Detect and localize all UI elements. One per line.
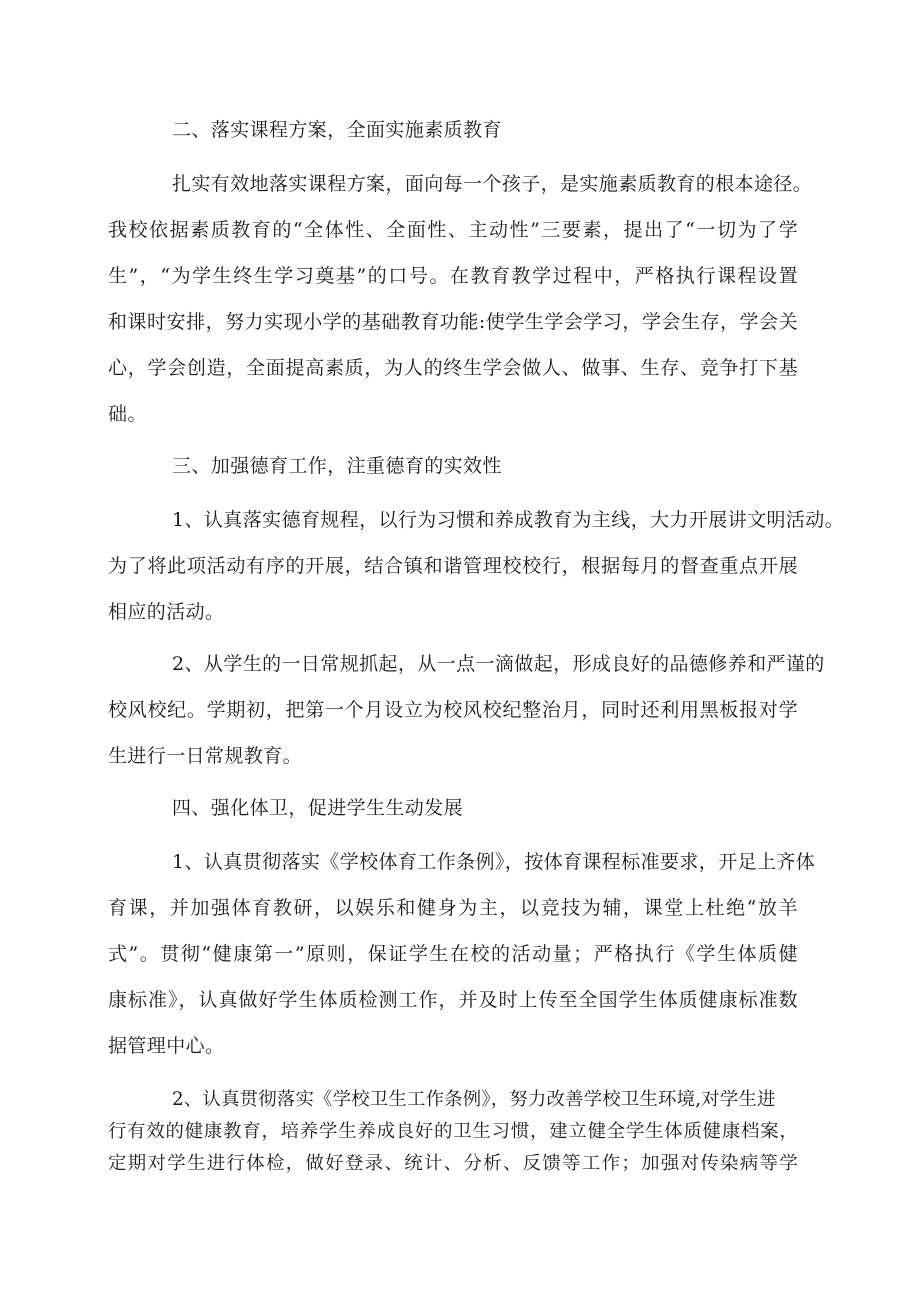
- section-heading: 三、加强德育工作，注重德育的实效性: [172, 455, 502, 477]
- paragraph-line: 定期对学生进行体检，做好登录、统计、分析、反馈等工作；加强对传染病等学: [108, 1153, 798, 1174]
- paragraph-line: 据管理中心。: [108, 1035, 225, 1057]
- paragraph-line: 和课时安排，努力实现小学的基础教育功能:使学生学会学习，学会生存，学会关: [108, 311, 798, 333]
- paragraph-line: 式”。贯彻“健康第一”原则，保证学生在校的活动量；严格执行《学生体质健: [108, 943, 798, 965]
- paragraph-line: 康标准》，认真做好学生体质检测工作，并及时上传至全国学生体质健康标准数: [108, 989, 798, 1011]
- paragraph-line: 相应的活动。: [108, 601, 225, 623]
- paragraph-line: 为了将此项活动有序的开展，结合镇和谐管理校校行，根据每月的督查重点开展: [108, 555, 798, 577]
- paragraph-line: 校风校纪。学期初，把第一个月设立为校风校纪整治月，同时还利用黑板报对学: [108, 699, 798, 721]
- paragraph-line: 1、认真贯彻落实《学校体育工作条例》，按体育课程标准要求，开足上齐体: [172, 851, 816, 873]
- paragraph-line: 2、从学生的一日常规抓起，从一点一滴做起，形成良好的品德修养和严谨的: [172, 653, 825, 675]
- paragraph-line: 我校依据素质教育的“全体性、全面性、主动性”三要素，提出了“一切为了学: [108, 219, 798, 241]
- paragraph-line: 础。: [108, 403, 147, 425]
- paragraph-line: 育课，并加强体育教研，以娱乐和健身为主，以竞技为辅，课堂上杜绝“放羊: [108, 897, 798, 919]
- section-heading: 四、强化体卫，促进学生生动发展: [172, 797, 464, 819]
- section-heading: 二、落实课程方案，全面实施素质教育: [172, 119, 502, 141]
- paragraph-line: 2、认真贯彻落实《学校卫生工作条例》，努力改善学校卫生环境,对学生进: [172, 1089, 776, 1110]
- paragraph-line: 1、认真落实德育规程，以行为习惯和养成教育为主线，大力开展讲文明活动。: [172, 509, 845, 531]
- paragraph-line: 生”，“为学生终生学习奠基”的口号。在教育教学过程中，严格执行课程设置: [108, 265, 798, 287]
- paragraph-line: 扎实有效地落实课程方案，面向每一个孩子，是实施素质教育的根本途径。: [172, 173, 813, 195]
- paragraph-line: 行有效的健康教育，培养学生养成良好的卫生习惯，建立健全学生体质健康档案，: [108, 1121, 798, 1142]
- paragraph-line: 生进行一日常规教育。: [108, 745, 303, 767]
- paragraph-line: 心，学会创造，全面提高素质，为人的终生学会做人、做事、生存、竞争打下基: [108, 357, 798, 379]
